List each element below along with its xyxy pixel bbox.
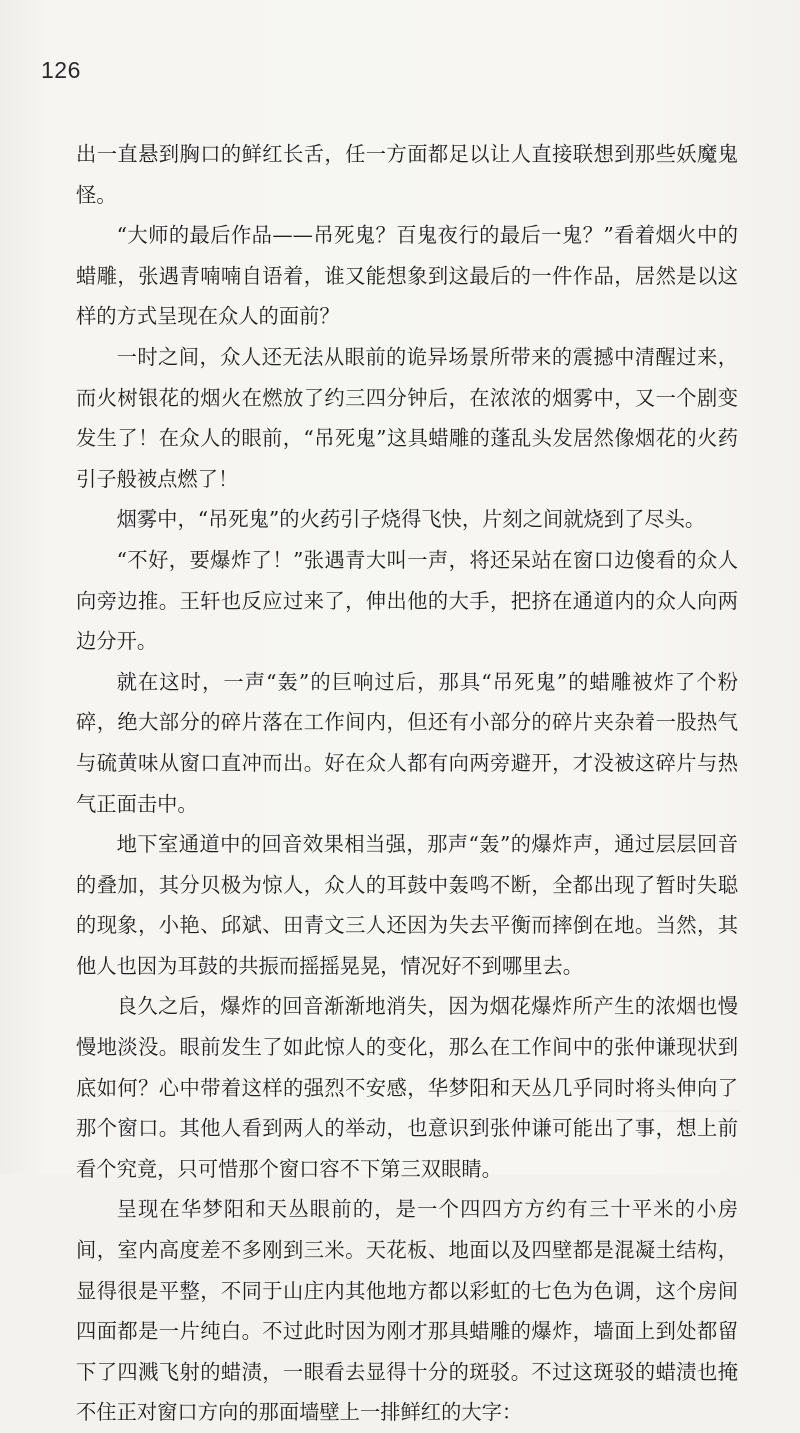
- paragraph: “不好，要爆炸了！”张遇青大叫一声，将还呆站在窗口边傻看的众人向旁边推。王轩也反应过来了，伸出他的大手，把挤在通道内的众人向两边分开。: [76, 547, 738, 654]
- paragraph: 出一直悬到胸口的鲜红长舌，任一方面都足以让人直接联想到那些妖魔鬼怪。: [76, 142, 738, 207]
- paragraph: “大师的最后作品——吊死鬼？百鬼夜行的最后一鬼？”看着烟火中的蜡雕，张遇青喃喃自语着，谁又能想象到这最后的一件作品，居然是以这样的方式呈现在众人的面前？: [76, 223, 738, 329]
- paragraph: 烟雾中，“吊死鬼”的火药引子烧得飞快，片刻之间就烧到了尽头。: [116, 507, 706, 532]
- paragraph: 一时之间，众人还无法从眼前的诡异场景所带来的震撼中清醒过来，而火树银花的烟火在燃放了约三四分钟后，在浓浓的烟雾中，又一个剧变发生了！在众人的眼前，“吊死鬼”这具蜡雕的蓬乱头发居然像烟花的火药引子般被点燃了！: [76, 344, 738, 491]
- page-number: 126: [41, 57, 81, 83]
- show-through-mark: [560, 1110, 740, 1112]
- paragraph: 呈现在华梦阳和天丛眼前的，是一个四四方方约有三十平米的小房间，室内高度差不多刚到三米。天花板、地面以及四壁都是混凝土结构，显得很是平整，不同于山庄内其他地方都以彩虹的七色为色调，这个房间四面都是一片纯白。不过此时因为刚才那具蜡雕的爆炸，墙面上到处都留下了四溅飞射的蜡渍，一眼看去显得十分的斑驳。不过这斑驳的蜡渍也掩不住正对窗口方向的那面墙壁上一排鲜红的大字：: [76, 1197, 738, 1425]
- paragraph: 就在这时，一声“轰”的巨响过后，那具“吊死鬼”的蜡雕被炸了个粉碎，绝大部分的碎片落在工作间内，但还有小部分的碎片夹杂着一股热气与硫黄味从窗口直冲而出。好在众人都有向两旁避开，才没被这碎片与热气正面击中。: [76, 669, 738, 816]
- paragraph: 地下室通道中的回音效果相当强，那声“轰”的爆炸声，通过层层回音的叠加，其分贝极为惊人，众人的耳鼓中轰鸣不断，全都出现了暂时失聪的现象，小艳、邱斌、田青文三人还因为失去平衡而摔倒在地。当然，其他人也因为耳鼓的共振而摇摇晃晃，情况好不到哪里去。: [76, 832, 738, 978]
- paragraph: 良久之后，爆炸的回音渐渐地消失，因为烟花爆炸所产生的浓烟也慢慢地淡没。眼前发生了如此惊人的变化，那么在工作间中的张仲谦现状到底如何？心中带着这样的强烈不安感，华梦阳和天丛几乎同时将头伸向了那个窗口。其他人看到两人的举动，也意识到张仲谦可能出了事，想上前看个究竟，只可惜那个窗口容不下第三双眼睛。: [76, 994, 738, 1181]
- body-text: [76, 134, 738, 1433]
